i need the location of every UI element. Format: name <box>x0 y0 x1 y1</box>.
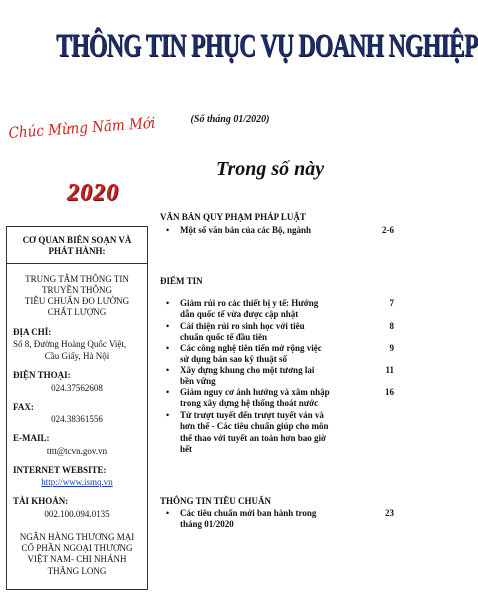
bank-name <box>7 520 147 577</box>
toc-item-page: 9 <box>389 343 394 353</box>
toc-item-page: 16 <box>385 387 394 397</box>
org-line: TRUNG TÂM THÔNG TIN <box>25 273 129 284</box>
toc-item[interactable] <box>166 321 394 344</box>
bank-line: VIỆT NAM- CHI NHÁNH <box>27 554 127 565</box>
email-label: E-MAIL: <box>13 433 50 444</box>
bullet-icon: • <box>166 365 170 375</box>
bullet-icon: • <box>166 387 170 397</box>
org-line: CHẤT LƯỢNG <box>47 307 107 318</box>
bank-line: THĂNG LONG <box>47 565 107 576</box>
toc-item-title: Các công nghệ tiên tiến mở rộng việc sử dụng bản sao kỹ thuật số <box>180 343 322 365</box>
bullet-icon: • <box>166 410 170 420</box>
publisher-info-box <box>6 226 148 590</box>
toc-item-title: Giảm nguy cơ ảnh hưởng và xâm nhập trong xây dựng hệ thống thoát nước <box>180 387 330 409</box>
masthead-title: THÔNG TIN PHỤC VỤ DOANH NGHIỆP <box>56 28 478 64</box>
toc-item-title: Cải thiện rủi ro sinh học với tiêu chuẩn quốc tế đầu tiên <box>180 321 305 343</box>
bullet-icon: • <box>166 508 170 518</box>
account-value: 002.100.094.0135 <box>44 508 110 519</box>
fax-value: 024.38361556 <box>51 414 103 424</box>
toc-item-title: Một số văn bản của các Bộ, ngành <box>180 225 312 235</box>
website-label: INTERNET WEBSITE: <box>13 464 107 475</box>
toc-item[interactable] <box>166 387 394 410</box>
new-year-greeting: Chúc Mừng Năm Mới <box>8 113 156 142</box>
toc-item[interactable] <box>166 343 394 366</box>
toc-item-page: 7 <box>389 298 394 308</box>
address-line: Cầu Giấy, Hà Nội <box>44 351 110 361</box>
bank-line: NGÂN HÀNG THƯƠNG MẠI <box>19 531 135 542</box>
issue-number: (Số tháng 01/2020) <box>190 114 270 125</box>
toc-item-page: 23 <box>385 508 394 518</box>
in-this-issue-heading: Trong số này <box>216 158 325 180</box>
section-heading-standards-info: THÔNG TIN TIÊU CHUẨN <box>160 496 271 506</box>
section-heading-news: ĐIỂM TIN <box>160 276 203 286</box>
email-value[interactable]: tttt@tcvn.gov.vn <box>46 445 108 456</box>
phone-value: 024.37562608 <box>51 382 103 393</box>
website-link[interactable]: http://www.ismq.vn <box>41 477 113 487</box>
toc-item[interactable] <box>166 410 394 455</box>
bank-line: CỔ PHẦN NGOẠI THƯƠNG <box>21 543 133 553</box>
phone-label: ĐIỆN THOẠI: <box>13 370 71 381</box>
bullet-icon: • <box>166 225 170 235</box>
org-line: TIÊU CHUẨN ĐO LƯỜNG <box>24 296 130 306</box>
org-line: TRUYỀN THÔNG <box>41 284 113 295</box>
toc-item-page: 8 <box>389 321 394 331</box>
greeting-year: 2020 <box>67 180 119 206</box>
toc-item-page: 11 <box>385 365 394 375</box>
bullet-icon: • <box>166 321 170 331</box>
fax-label: FAX: <box>13 401 34 412</box>
toc-item[interactable] <box>166 225 394 236</box>
address-label: ĐỊA CHỈ: <box>13 326 52 337</box>
toc-item-title: Từ trượt tuyết đến trượt tuyết ván và hơn thế - Các tiêu chuẩn giúp cho môn thể thao với tuyết an toàn hơn bao giờ hết <box>180 410 329 454</box>
toc-item[interactable] <box>166 298 394 321</box>
section-heading-legal-documents: VĂN BẢN QUY PHẠM PHÁP LUẬT <box>160 212 306 222</box>
toc-item-page: 2-6 <box>382 225 394 235</box>
bullet-icon: • <box>166 343 170 353</box>
toc-item[interactable] <box>166 508 394 531</box>
toc-item-title: Các tiêu chuẩn mới ban hành trong tháng 01/2020 <box>180 508 317 530</box>
publisher-organization <box>7 264 147 319</box>
toc-item-title: Giảm rủi ro các thiết bị y tế: Hướng dẫn quốc tế vừa được cập nhật <box>180 298 319 320</box>
address-line: Số 8, Đường Hoàng Quốc Việt, <box>13 338 127 349</box>
bullet-icon: • <box>166 298 170 308</box>
account-label: TÀI KHOẢN: <box>13 496 69 507</box>
toc-item[interactable] <box>166 365 394 388</box>
toc-item-title: Xây dựng khung cho một tương lai bền vững <box>180 365 315 387</box>
publisher-heading: CƠ QUAN BIÊN SOẠN VÀ PHÁT HÀNH: <box>7 227 147 264</box>
